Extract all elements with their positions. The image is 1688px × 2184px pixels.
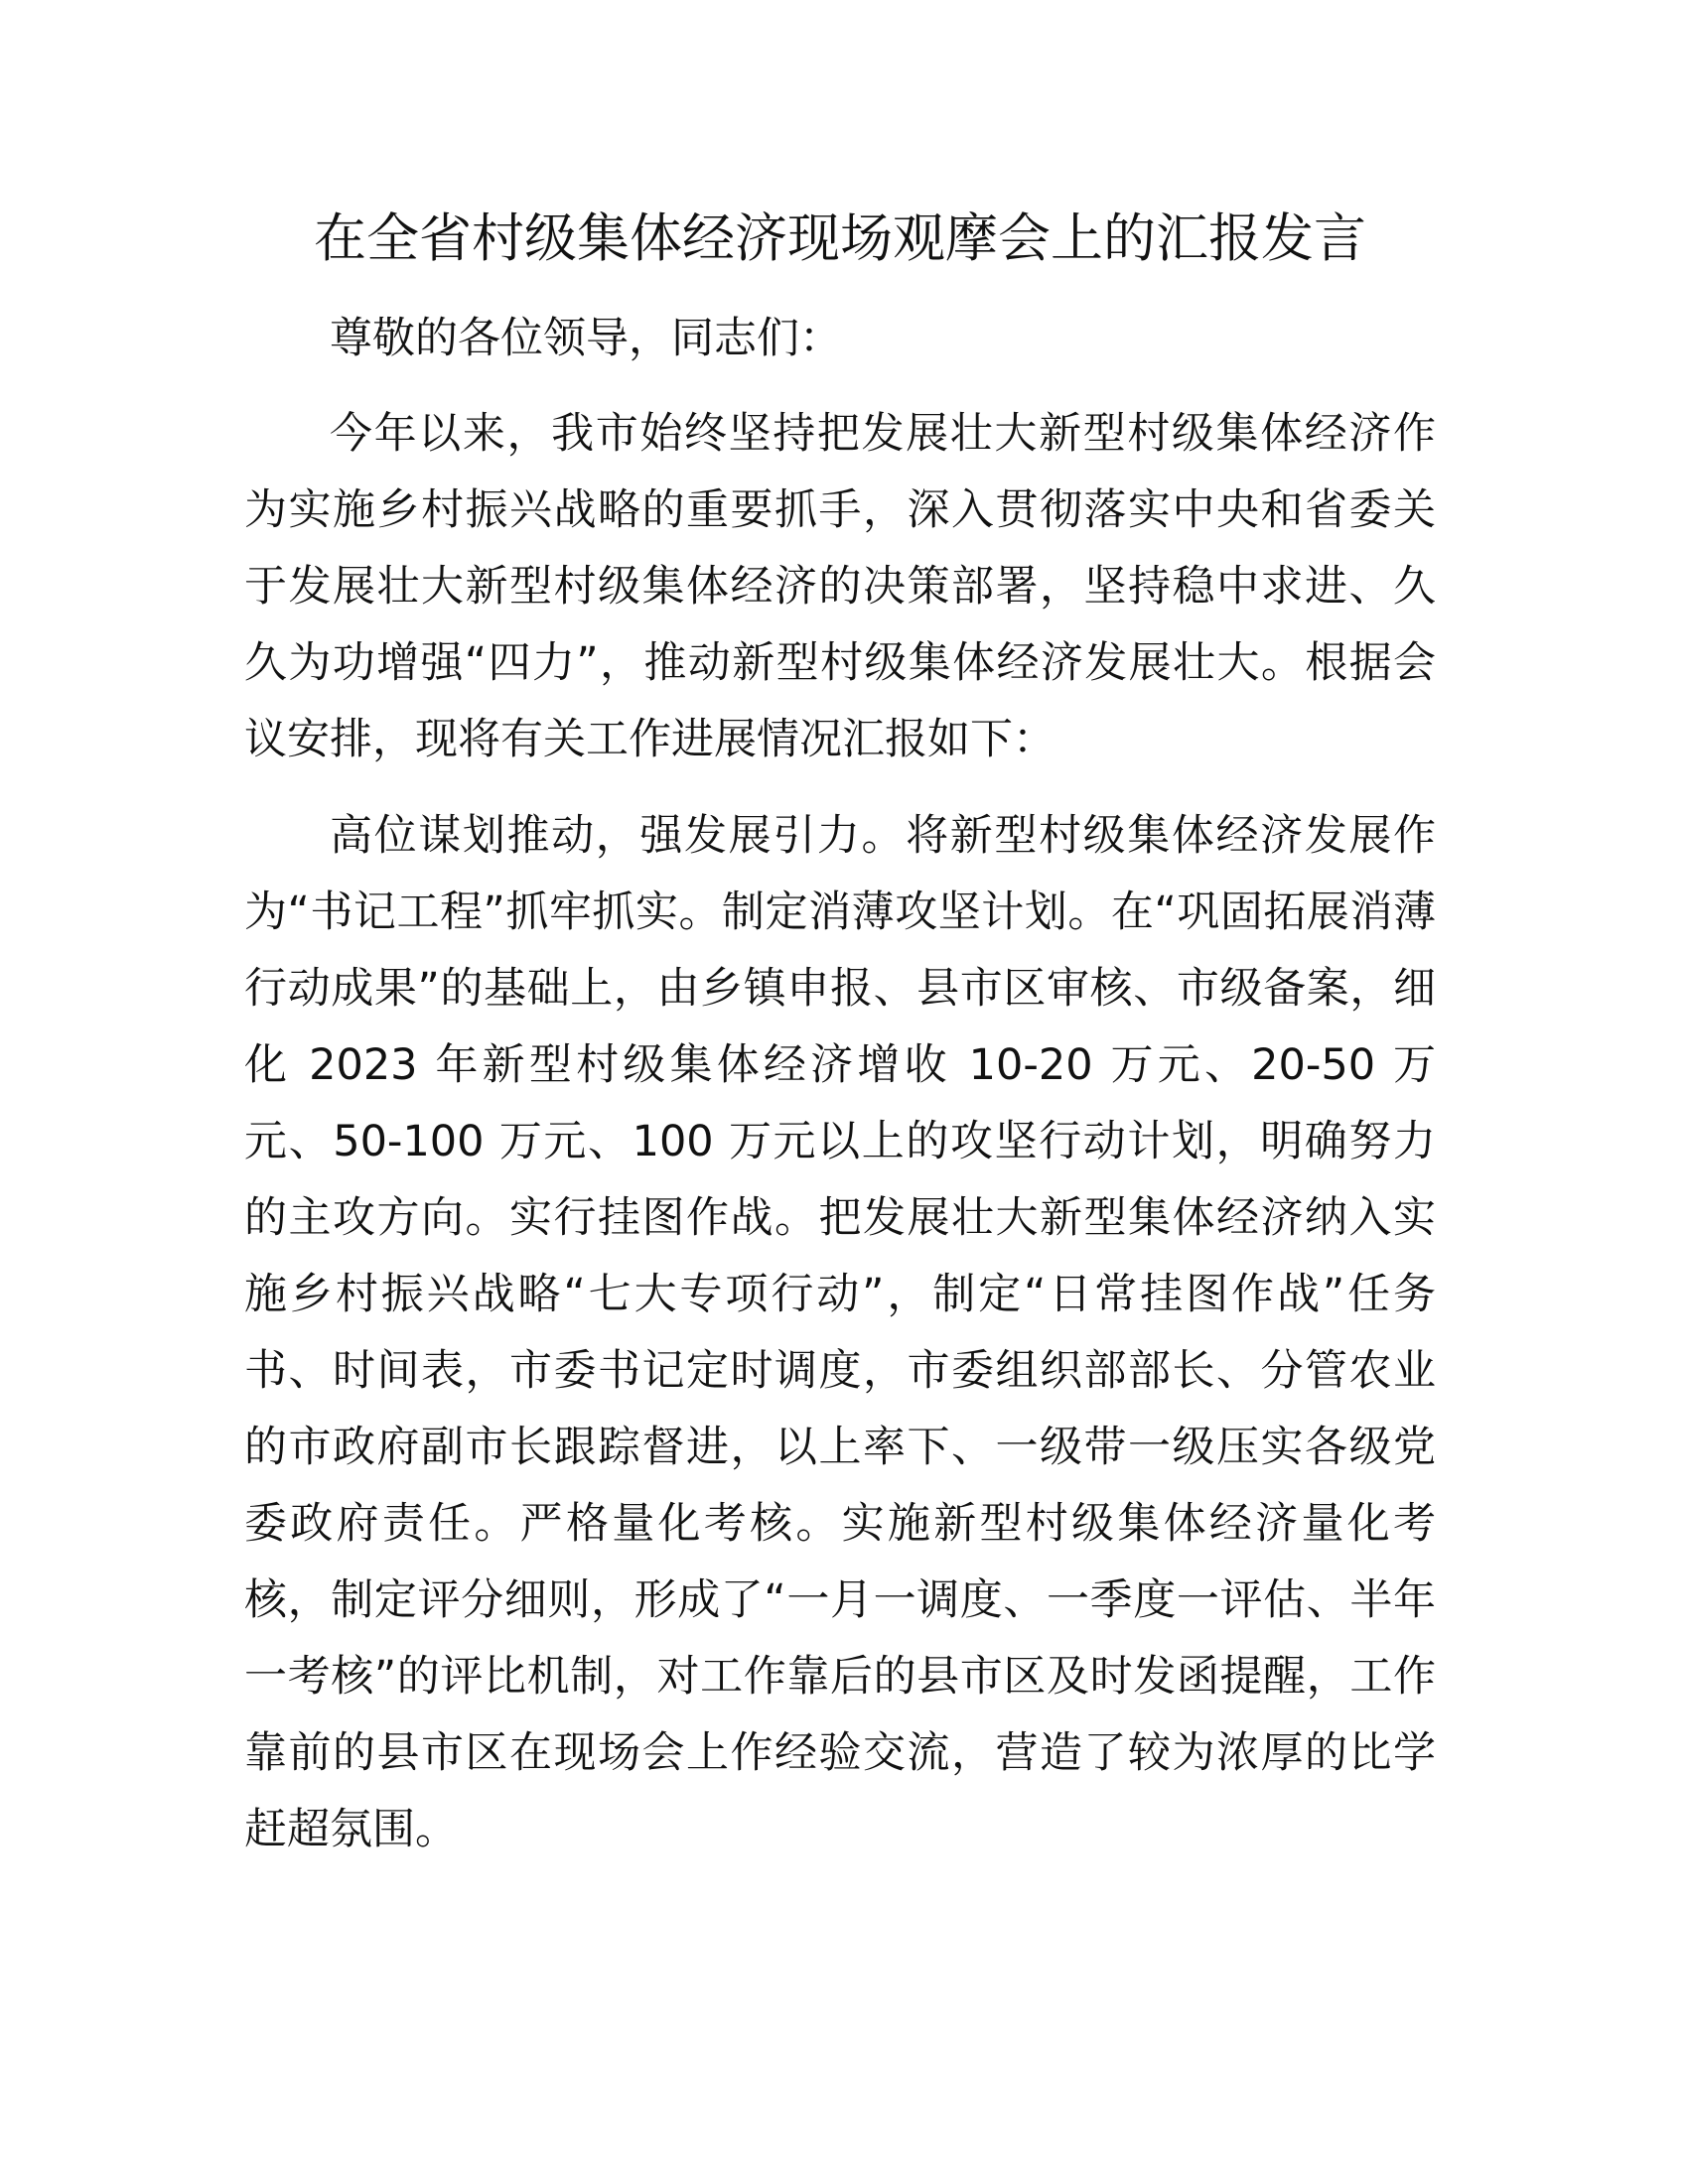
paragraph-intro: 今年以来，我市始终坚持把发展壮大新型村级集体经济作为实施乡村振兴战略的重要抓手，深入贯彻落实中央和省委关于发展壮大新型村级集体经济的决策部署，坚持稳中求进、久久为功增强“四力”，推动新型村级集体经济发展壮大。根据会议安排，现将有关工作进展情况汇报如下：	[244, 409, 1436, 764]
greeting: 尊敬的各位领导，同志们：	[330, 314, 842, 363]
document-page	[244, 204, 1436, 1868]
document-title: 在全省村级集体经济现场观摩会上的汇报发言	[314, 208, 1366, 269]
paragraph-planning: 高位谋划推动，强发展引力。将新型村级集体经济发展作为“书记工程”抓牢抓实。制定消薄攻坚计划。在“巩固拓展消薄行动成果”的基础上，由乡镇申报、县市区审核、市级备案，细化 2023 年新型村级集体经济增收 10-20 万元、20-50 万元、50-100 万元、100 万元以上的攻坚行动计划，明确努力的主攻方向。实行挂图作战。把发展壮大新型集体经济纳入实施乡村振兴战略“七大专项行动”，制定“日常挂图作战”任务书、时间表，市委书记定时调度，市委组织部部长、分管农业的市政府副市长跟踪督进，以上率下、一级带一级压实各级党委政府责任。严格量化考核。实施新型村级集体经济量化考核，制定评分细则，形成了“一月一调度、一季度一评估、半年一考核”的评比机制，对工作靠后的县市区及时发函提醒，工作靠前的县市区在现场会上作经验交流，营造了较为浓厚的比学赶超氛围。	[244, 811, 1436, 1854]
